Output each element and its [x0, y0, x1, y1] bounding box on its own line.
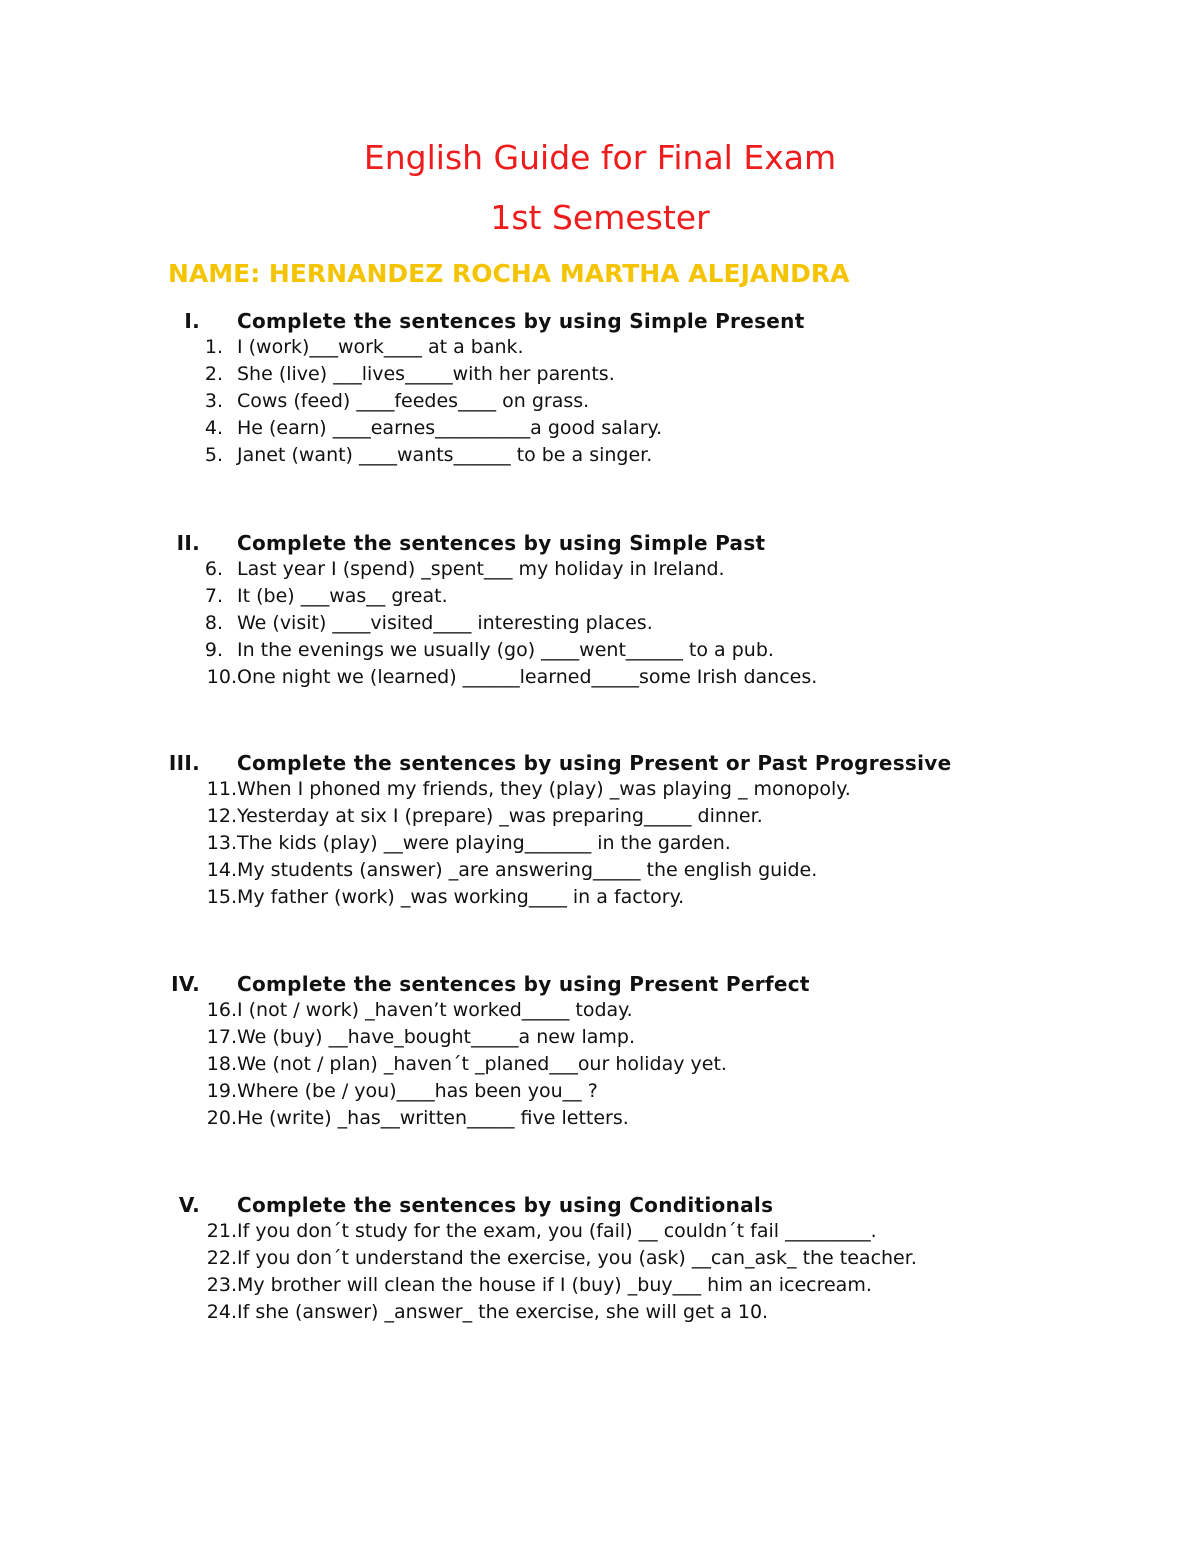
section-number: I. — [184, 309, 200, 333]
item-number: 18. — [206, 1053, 237, 1075]
item-number: 11. — [206, 778, 237, 800]
exercise-item — [0, 1247, 1200, 1274]
section-title: Complete the sentences by using Simple Past — [237, 531, 766, 555]
section-title: Complete the sentences by using Conditionals — [237, 1193, 774, 1217]
exercise-item — [0, 1053, 1200, 1080]
item-number: 8. — [204, 612, 223, 634]
exercise-item — [0, 666, 1200, 693]
item-sentence: My father (work) _was working____ in a factory. — [237, 886, 685, 908]
exercise-item — [0, 444, 1200, 471]
exercise-item — [0, 1220, 1200, 1247]
section-heading — [0, 309, 1200, 336]
exercise-item — [0, 585, 1200, 612]
student-name: NAME: HERNANDEZ ROCHA MARTHA ALEJANDRA — [168, 259, 850, 288]
item-sentence: Where (be / you)____has been you__ ? — [237, 1080, 598, 1102]
section-number: III. — [168, 751, 200, 775]
document-title: English Guide for Final Exam — [363, 138, 837, 177]
section-title: Complete the sentences by using Present or Past Progressive — [237, 751, 952, 775]
section-heading — [0, 972, 1200, 999]
exercise-item — [0, 886, 1200, 913]
item-number: 13. — [206, 832, 237, 854]
item-sentence: We (buy) __have_bought_____a new lamp. — [237, 1026, 636, 1048]
item-sentence: The kids (play) __were playing_______ in the garden. — [237, 832, 731, 854]
item-number: 1. — [204, 336, 223, 358]
item-sentence: When I phoned my friends, they (play) _was playing _ monopoly. — [237, 778, 851, 800]
exercise-list — [0, 999, 1200, 1134]
exercise-list — [0, 336, 1200, 471]
exercise-item — [0, 558, 1200, 585]
item-sentence: We (not / plan) _haven´t _planed___our holiday yet. — [237, 1053, 727, 1075]
item-sentence: In the evenings we usually (go) ____went______ to a pub. — [237, 639, 774, 661]
section-simple-present — [0, 309, 1200, 471]
section-simple-past — [0, 531, 1200, 693]
item-sentence: It (be) ___was__ great. — [237, 585, 448, 607]
exercise-item — [0, 1080, 1200, 1107]
item-sentence: If you don´t study for the exam, you (fail) __ couldn´t fail _________. — [237, 1220, 877, 1242]
item-sentence: Cows (feed) ____feedes____ on grass. — [237, 390, 590, 412]
exercise-item — [0, 1107, 1200, 1134]
section-heading — [0, 751, 1200, 778]
item-sentence: He (write) _has__written_____ five letters. — [237, 1107, 629, 1129]
item-number: 21. — [206, 1220, 237, 1242]
item-number: 10. — [206, 666, 237, 688]
exercise-list — [0, 778, 1200, 913]
section-number: IV. — [171, 972, 200, 996]
exercise-item — [0, 363, 1200, 390]
exercise-item — [0, 1301, 1200, 1328]
item-number: 12. — [206, 805, 237, 827]
item-sentence: He (earn) ____earnes__________a good salary. — [237, 417, 663, 439]
section-number: II. — [176, 531, 200, 555]
item-number: 2. — [204, 363, 223, 385]
item-number: 3. — [204, 390, 223, 412]
exercise-item — [0, 336, 1200, 363]
exercise-item — [0, 805, 1200, 832]
item-number: 17. — [206, 1026, 237, 1048]
exercise-item — [0, 778, 1200, 805]
item-sentence: One night we (learned) ______learned_____some Irish dances. — [237, 666, 818, 688]
document-subtitle: 1st Semester — [490, 198, 710, 237]
item-number: 16. — [206, 999, 237, 1021]
item-sentence: We (visit) ____visited____ interesting places. — [237, 612, 653, 634]
item-sentence: My brother will clean the house if I (buy) _buy___ him an icecream. — [237, 1274, 872, 1296]
item-number: 23. — [206, 1274, 237, 1296]
item-sentence: Janet (want) ____wants______ to be a singer. — [237, 444, 653, 466]
item-sentence: I (not / work) _haven’t worked_____ today. — [237, 999, 633, 1021]
item-sentence: Last year I (spend) _spent___ my holiday in Ireland. — [237, 558, 725, 580]
exercise-item — [0, 1026, 1200, 1053]
exercise-list — [0, 1220, 1200, 1328]
exercise-item — [0, 639, 1200, 666]
item-number: 4. — [204, 417, 223, 439]
exercise-item — [0, 999, 1200, 1026]
item-sentence: My students (answer) _are answering_____ the english guide. — [237, 859, 818, 881]
item-number: 14. — [206, 859, 237, 881]
exercise-list — [0, 558, 1200, 693]
item-number: 7. — [204, 585, 223, 607]
exercise-item — [0, 1274, 1200, 1301]
item-number: 19. — [206, 1080, 237, 1102]
item-sentence: Yesterday at six I (prepare) _was preparing_____ dinner. — [237, 805, 763, 827]
exercise-item — [0, 390, 1200, 417]
item-number: 15. — [206, 886, 237, 908]
section-title: Complete the sentences by using Present Perfect — [237, 972, 810, 996]
item-number: 6. — [204, 558, 223, 580]
exercise-item — [0, 859, 1200, 886]
item-number: 24. — [206, 1301, 237, 1323]
section-conditionals — [0, 1193, 1200, 1328]
section-progressive — [0, 751, 1200, 913]
section-number: V. — [178, 1193, 200, 1217]
exercise-item — [0, 612, 1200, 639]
section-present-perfect — [0, 972, 1200, 1134]
item-number: 5. — [204, 444, 223, 466]
item-sentence: If she (answer) _answer_ the exercise, she will get a 10. — [237, 1301, 769, 1323]
item-sentence: I (work)___work____ at a bank. — [237, 336, 524, 358]
exercise-item — [0, 417, 1200, 444]
exercise-item — [0, 832, 1200, 859]
section-title: Complete the sentences by using Simple Present — [237, 309, 805, 333]
section-heading — [0, 531, 1200, 558]
section-heading — [0, 1193, 1200, 1220]
item-number: 9. — [204, 639, 223, 661]
item-sentence: She (live) ___lives_____with her parents. — [237, 363, 615, 385]
item-sentence: If you don´t understand the exercise, you (ask) __can_ask_ the teacher. — [237, 1247, 917, 1269]
item-number: 20. — [206, 1107, 237, 1129]
item-number: 22. — [206, 1247, 237, 1269]
